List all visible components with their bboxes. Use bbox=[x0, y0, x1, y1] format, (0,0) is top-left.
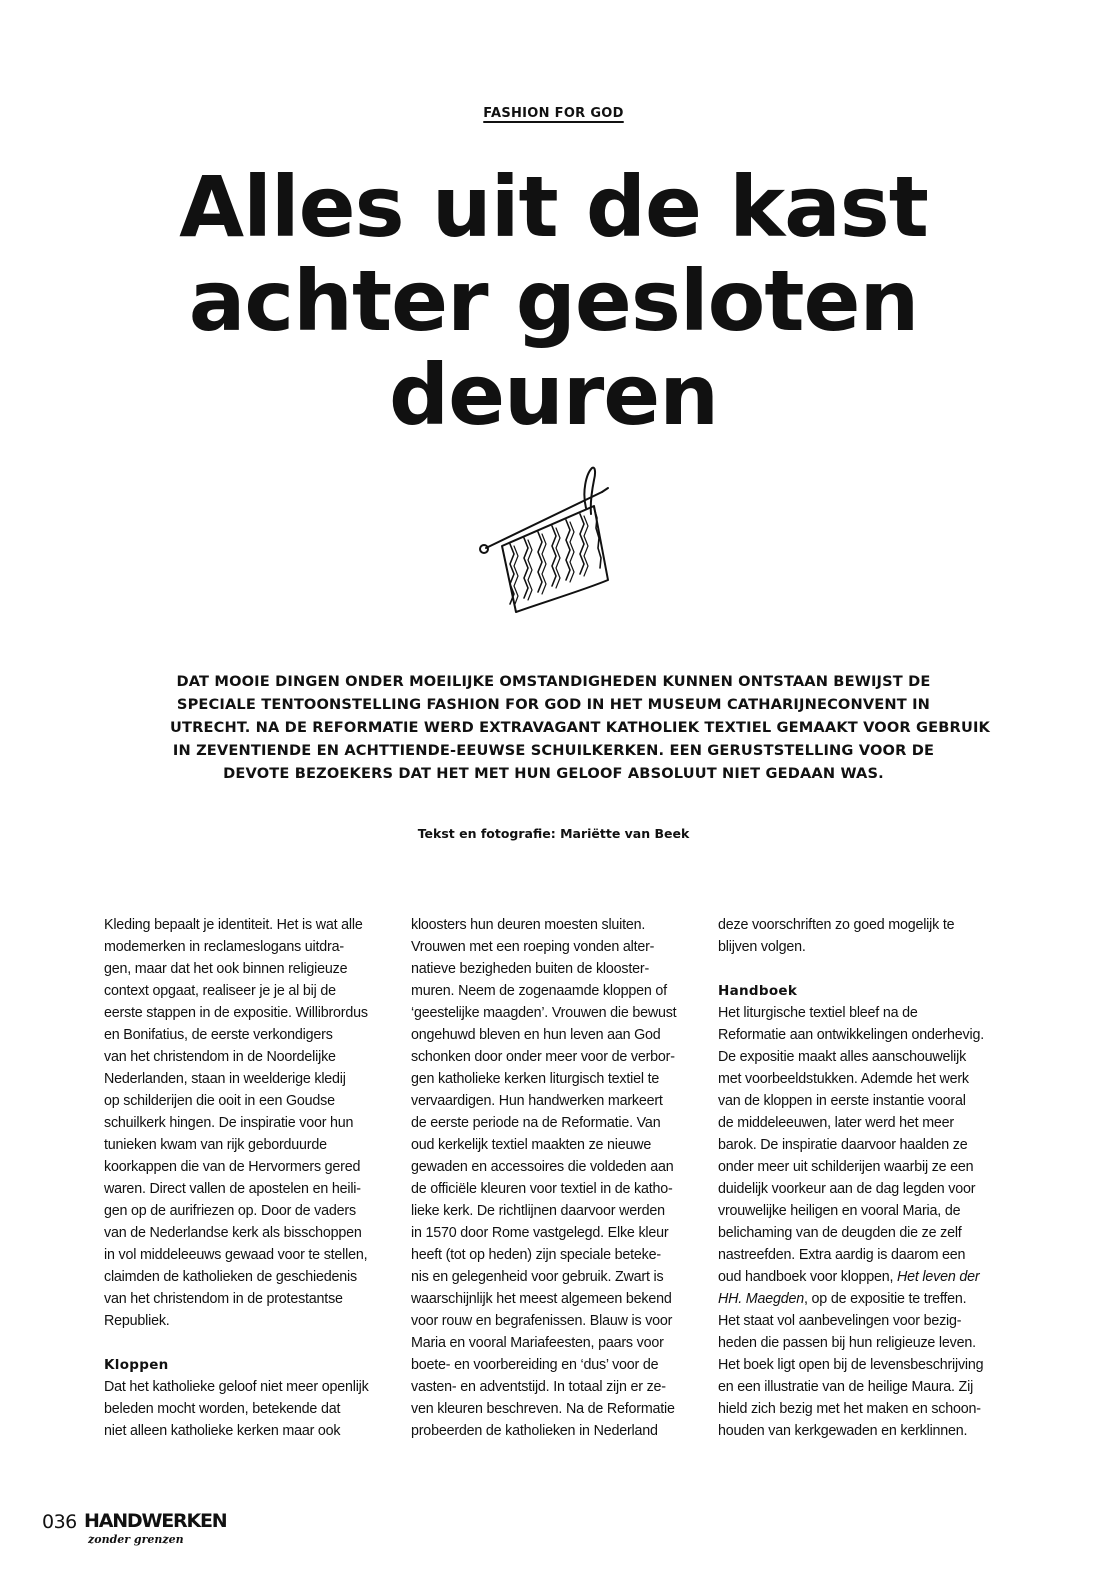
headline-line-2: achter gesloten bbox=[188, 252, 919, 350]
text-line: kloosters hun deuren moesten sluiten. bbox=[411, 917, 646, 933]
article-column-3 bbox=[718, 914, 984, 1442]
text-line: en Bonifatius, de eerste verkondigers bbox=[104, 1027, 333, 1043]
text-line: en een illustratie van de heilige Maura. Zij bbox=[718, 1379, 974, 1395]
headline-line-1: Alles uit de kast bbox=[179, 158, 928, 256]
text-line: in vol middeleeuws gewaad voor te stellen, bbox=[104, 1247, 368, 1263]
text-line: Reformatie aan ontwikkelingen onderhevig. bbox=[718, 1027, 984, 1043]
text-line: van het christendom in de protestantse bbox=[104, 1291, 343, 1307]
intro-line: DAT MOOIE DINGEN ONDER MOEILIJKE OMSTANDIGHEDEN KUNNEN ONTSTAAN BEWIJST DE bbox=[176, 673, 931, 690]
text-line: ‘geestelijke maagden’. Vrouwen die bewust bbox=[411, 1005, 677, 1021]
text-line: onder meer uit schilderijen waarbij ze een bbox=[718, 1159, 974, 1175]
text-line: claimden de katholieken de geschiedenis bbox=[104, 1269, 357, 1285]
text-line: de officiële kleuren voor textiel in de katho- bbox=[411, 1181, 673, 1197]
magazine-tagline: zonder grenzen bbox=[88, 1533, 184, 1546]
text-line: vasten- en adventstijd. In totaal zijn er ze- bbox=[411, 1379, 666, 1395]
text-line: hield zich bezig met het maken en schoon- bbox=[718, 1401, 981, 1417]
text-line: tunieken kwam van rijk geborduurde bbox=[104, 1137, 327, 1153]
text-line: gen katholieke kerken liturgisch textiel te bbox=[411, 1071, 660, 1087]
text-line: nastreefden. Extra aardig is daarom een bbox=[718, 1247, 966, 1263]
text-line: de eerste periode na de Reformatie. Van bbox=[411, 1115, 661, 1131]
magazine-logo: HANDWERKEN bbox=[84, 1510, 227, 1532]
intro-line: SPECIALE TENTOONSTELLING FASHION FOR GOD IN HET MUSEUM CATHARIJNECONVENT IN bbox=[176, 696, 931, 713]
text-line: gen op de aurifriezen op. Door de vaders bbox=[104, 1203, 356, 1219]
text-line: eerste stappen in de expositie. Willibrordus bbox=[104, 1005, 368, 1021]
text-line: muren. Neem de zogenaamde kloppen of bbox=[411, 983, 667, 999]
text-line bbox=[718, 1288, 984, 1310]
intro-line: DEVOTE BEZOEKERS DAT HET MET HUN GELOOF ABSOLUUT NIET GEDAAN WAS. bbox=[223, 765, 884, 782]
text-line: Vrouwen met een roeping vonden alter- bbox=[411, 939, 655, 955]
text-line: Nederlanden, staan in weelderige kledij bbox=[104, 1071, 346, 1087]
section-kicker: FASHION FOR GOD bbox=[483, 106, 624, 121]
text-line: in 1570 door Rome vastgelegd. Elke kleur bbox=[411, 1225, 669, 1241]
text-line: waren. Direct vallen de apostelen en heili- bbox=[104, 1181, 361, 1197]
text-line: boete- en voorbereiding en ‘dus’ voor de bbox=[411, 1357, 659, 1373]
text-line: context opgaat, realiseer je je al bij de bbox=[104, 983, 336, 999]
text-fragment: oud handboek voor kloppen, bbox=[718, 1269, 898, 1285]
text-line: Het boek ligt open bij de levensbeschrijving bbox=[718, 1357, 984, 1373]
text-line: lieke kerk. De richtlijnen daarvoor werden bbox=[411, 1203, 665, 1219]
text-line: duidelijk voorkeur aan de dag legden voor bbox=[718, 1181, 976, 1197]
text-line: modemerken in reclameslogans uitdra- bbox=[104, 939, 344, 955]
text-fragment: , op de expositie te treffen. bbox=[804, 1291, 967, 1307]
text-line: nis en gelegenheid voor gebruik. Zwart is bbox=[411, 1269, 664, 1285]
text-line: gen, maar dat het ook binnen religieuze bbox=[104, 961, 348, 977]
article-column-2 bbox=[411, 914, 676, 1442]
intro-paragraph bbox=[170, 670, 990, 785]
text-line: beleden mocht worden, betekende dat bbox=[104, 1401, 341, 1417]
intro-line: UTRECHT. NA DE REFORMATIE WERD EXTRAVAGANT KATHOLIEK TEXTIEL GEMAAKT VOOR GEBRUIK bbox=[170, 719, 990, 736]
knitting-icon bbox=[474, 462, 624, 622]
text-line: van de Nederlandse kerk als bisschoppen bbox=[104, 1225, 362, 1241]
text-line: Maria en vooral Mariafeesten, paars voor bbox=[411, 1335, 664, 1351]
text-line: vrouwelijke heiligen en vooral Maria, de bbox=[718, 1203, 961, 1219]
text-line: oud kerkelijk textiel maakten ze nieuwe bbox=[411, 1137, 652, 1153]
text-line: Het liturgische textiel bleef na de bbox=[718, 1005, 918, 1021]
text-line: ongehuwd bleven en hun leven aan God bbox=[411, 1027, 661, 1043]
text-line: op schilderijen die ooit in een Goudse bbox=[104, 1093, 335, 1109]
headline bbox=[0, 160, 1107, 442]
text-line: heeft (tot op heden) zijn speciale beteke- bbox=[411, 1247, 661, 1263]
text-line: gewaden en accessoires die voldeden aan bbox=[411, 1159, 674, 1175]
text-line: barok. De inspiratie daarvoor haalden ze bbox=[718, 1137, 968, 1153]
text-line bbox=[718, 1266, 984, 1288]
text-line: probeerden de katholieken in Nederland bbox=[411, 1423, 658, 1439]
text-line: van de kloppen in eerste instantie vooral bbox=[718, 1093, 966, 1109]
text-line: waarschijnlijk het meest algemeen bekend bbox=[411, 1291, 672, 1307]
text-line: Het staat vol aanbevelingen voor bezig- bbox=[718, 1313, 962, 1329]
text-line: Dat het katholieke geloof niet meer openlijk bbox=[104, 1379, 369, 1395]
intro-line: IN ZEVENTIENDE EN ACHTTIENDE-EEUWSE SCHUILKERKEN. EEN GERUSTSTELLING VOOR DE bbox=[172, 742, 935, 759]
text-line: belichaming van de deugden die ze zelf bbox=[718, 1225, 962, 1241]
text-line: heden die passen bij hun religieuze leven. bbox=[718, 1335, 976, 1351]
headline-line-3: deuren bbox=[388, 346, 719, 444]
text-line: koorkappen die van de Hervormers gered bbox=[104, 1159, 361, 1175]
text-line: blijven volgen. bbox=[718, 939, 806, 955]
text-line: Kleding bepaalt je identiteit. Het is wat alle bbox=[104, 917, 363, 933]
text-line: ven kleuren beschreven. Na de Reformatie bbox=[411, 1401, 675, 1417]
text-line: Republiek. bbox=[104, 1313, 170, 1329]
page-number: 036 bbox=[42, 1511, 77, 1533]
text-line: schuilkerk hingen. De inspiratie voor hun bbox=[104, 1115, 354, 1131]
book-title: Het leven der bbox=[897, 1269, 980, 1285]
text-line: schonken door onder meer voor de verbor- bbox=[411, 1049, 675, 1065]
text-line: niet alleen katholieke kerken maar ook bbox=[104, 1423, 341, 1439]
text-line: met voorbeeldstukken. Ademde het werk bbox=[718, 1071, 969, 1087]
text-line: De expositie maakt alles aanschouwelijk bbox=[718, 1049, 967, 1065]
text-line: natieve bezigheden buiten de klooster- bbox=[411, 961, 650, 977]
author-credit: Tekst en fotografie: Mariëtte van Beek bbox=[417, 826, 690, 841]
text-line: houden van kerkgewaden en kerklinnen. bbox=[718, 1423, 968, 1439]
text-line: van het christendom in de Noordelijke bbox=[104, 1049, 336, 1065]
text-line: deze voorschriften zo goed mogelijk te bbox=[718, 917, 955, 933]
book-title: HH. Maegden bbox=[718, 1291, 805, 1307]
text-line: voor rouw en begrafenissen. Blauw is voor bbox=[411, 1313, 673, 1329]
subheading-handboek: Handboek bbox=[718, 983, 798, 999]
text-line: vervaardigen. Hun handwerken markeert bbox=[411, 1093, 663, 1109]
subheading-kloppen: Kloppen bbox=[104, 1357, 169, 1373]
article-column-1 bbox=[104, 914, 369, 1442]
text-line: de middeleeuwen, later werd het meer bbox=[718, 1115, 954, 1131]
